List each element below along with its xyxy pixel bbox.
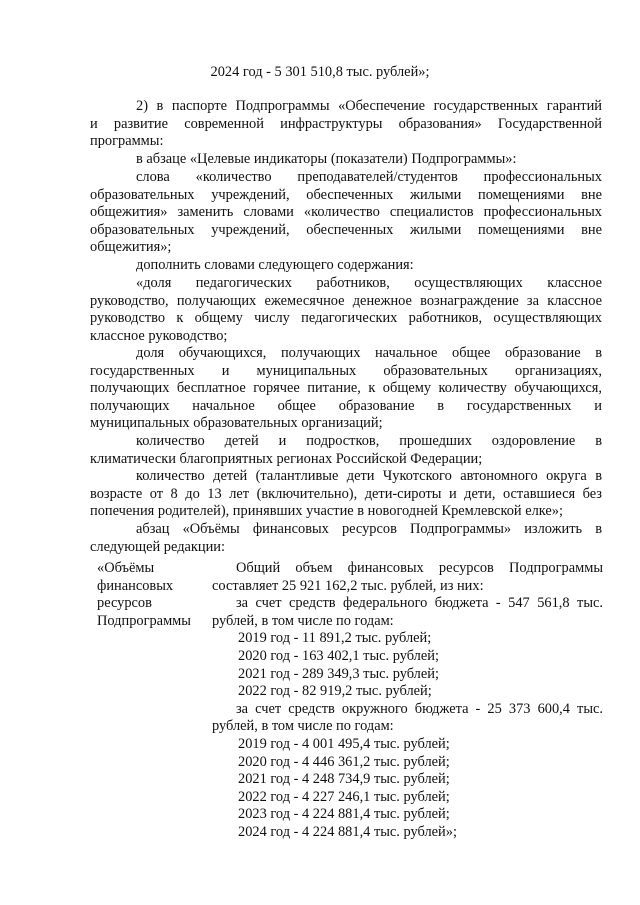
year-line: 2022 год - 4 227 246,1 тыс. рублей; [238,788,450,805]
paragraph-recreation [90,433,602,468]
text-line: ресурсов [97,595,152,612]
text-line: руководство, получающих ежемесячное денежное вознаграждение за классное [90,292,602,309]
financing-content-cell [212,560,603,842]
text-line: образовательных учреждений, обеспеченных жилыми помещениями вне [90,186,602,203]
financing-label-cell [97,560,209,630]
text-line: количество детей и подростков, прошедших оздоровление в [136,433,602,449]
text-line: классное руководство; [90,327,228,344]
text-line: доля обучающихся, получающих начальное общее образование в [136,345,602,361]
text-line: возрасте от 8 до 13 лет (включительно), дети-сироты и дети, оставшиеся без [90,485,602,502]
paragraph-talented-children [90,468,602,521]
text-line: муниципальных образовательных организаций; [90,415,383,432]
text-line: дополнить словами следующего содержания: [136,257,414,273]
text-line: рублей, в том числе по годам: [212,718,394,735]
paragraph-replace-words [90,169,602,257]
text-line: Общий объем финансовых ресурсов Подпрограммы [236,560,603,576]
text-line: «Объёмы [97,560,155,576]
year-line: 2021 год - 289 349,3 тыс. рублей; [238,665,439,682]
text-line: и развитие современной инфраструктуры образования» Государственной [90,115,602,132]
year-line: 2021 год - 4 248 734,9 тыс. рублей; [238,771,450,788]
paragraph-class-teachers [90,275,602,345]
text-line: составляет 25 921 162,2 тыс. рублей, из них: [212,577,484,594]
text-line: государственных и муниципальных образовательных организациях, [90,362,602,379]
previous-section-tail: 2024 год - 5 301 510,8 тыс. рублей»; [210,64,430,80]
text-line: «доля педагогических работников, осуществляющих классное [136,275,602,291]
paragraph-supplement-heading [90,257,602,275]
year-line: 2024 год - 4 224 881,4 тыс. рублей»; [238,823,457,840]
text-line: за счет средств окружного бюджета - 25 373 600,4 тыс. [236,700,603,717]
year-line: 2022 год - 82 919,2 тыс. рублей; [238,683,432,700]
paragraph-financing-heading [90,521,602,556]
paragraph-indicators-heading [90,151,602,169]
text-line: программы: [90,133,164,150]
paragraph-hot-meals [90,345,602,433]
text-line: количество детей (талантливые дети Чукотского автономного округа в [136,468,602,484]
year-line: 2023 год - 4 224 881,4 тыс. рублей; [238,806,450,823]
paragraph-subprogram-passport [90,98,602,151]
text-line: в абзаце «Целевые индикаторы (показатели) Подпрограммы»: [136,151,517,167]
text-line: общежития» заменить словами «количество специалистов профессиональных [90,204,602,221]
text-line: финансовых [97,577,174,594]
text-line: климатически благоприятных регионах Российской Федерации; [90,450,483,467]
year-line: 2019 год - 4 001 495,4 тыс. рублей; [238,735,450,752]
text-line: 2) в паспорте Подпрограммы «Обеспечение государственных гарантий [136,98,602,114]
text-line: получающих бесплатное горячее питание, к общему количеству обучающихся, [90,380,602,397]
year-line: 2020 год - 4 446 361,2 тыс. рублей; [238,753,450,770]
text-line: попечения родителей), принявших участие в новогодней Кремлевской елке»; [90,503,563,520]
text-line: образовательных учреждений, обеспеченных жилыми помещениями вне [90,221,602,238]
year-line: 2020 год - 163 402,1 тыс. рублей; [238,647,439,664]
text-line: слова «количество преподавателей/студентов профессиональных [136,169,602,185]
text-line: получающих начальное общее образование в государственных и [90,397,602,414]
text-line: за счет средств федерального бюджета - 547 561,8 тыс. [236,595,603,612]
year-line: 2019 год - 11 891,2 тыс. рублей; [238,630,432,647]
text-line: следующей редакции: [90,538,225,555]
text-line: руководство к общему числу педагогических работников, осуществляющих [90,310,602,327]
text-line: Подпрограммы [97,612,191,629]
text-line: абзац «Объёмы финансовых ресурсов Подпрограммы» изложить в [136,521,602,537]
text-line: рублей, в том числе по годам: [212,612,394,629]
text-line: общежития»; [90,239,172,256]
